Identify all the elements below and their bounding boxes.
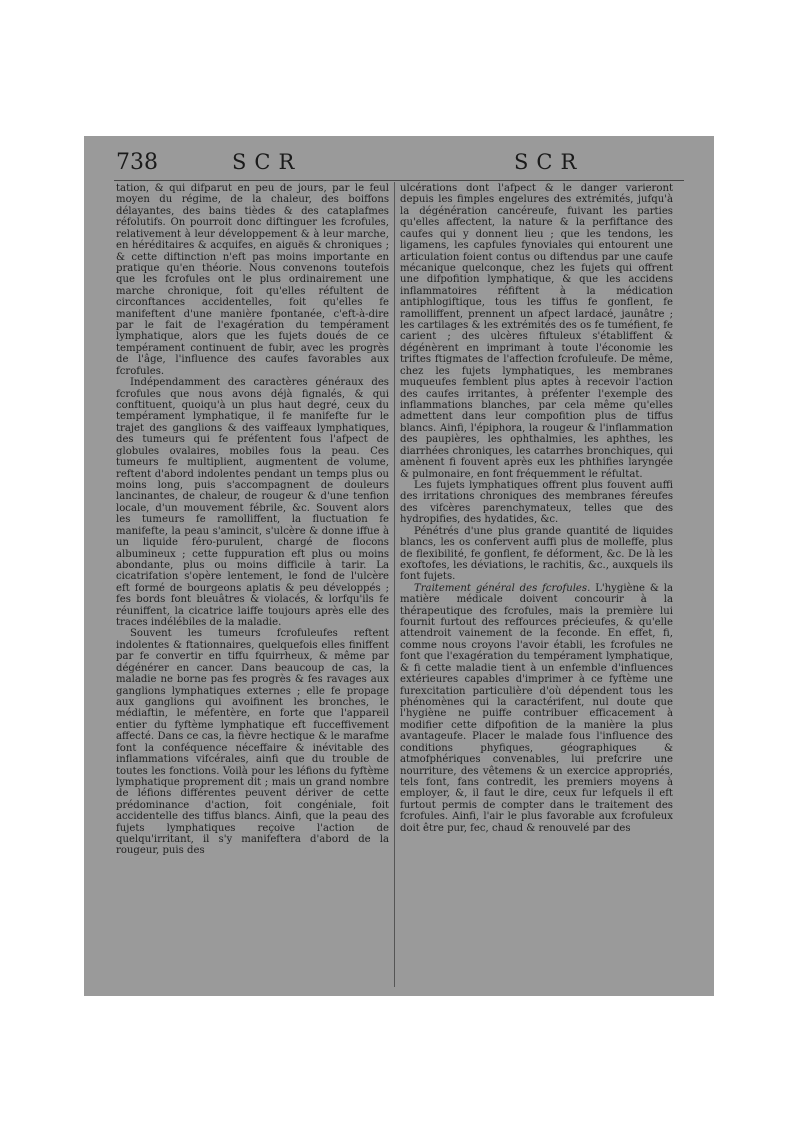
paragraph: tation, & qui difparut en peu de jours, par le feul moyen du régime, de la chaleur, des boiffons délayantes, des bains tièdes & des cataplafmes réfolutifs. On pourroit donc diftinguer les fcrofules, relativement à leur développement & à leur marche, en héréditaires & acquifes, en aiguës & chroniques ; & cette diftinction n'eft pas moins importante en pratique qu'en théorie. Nous convenons toutefois que les fcrofules ont le plus ordinairement une marche chronique, foit qu'elles réfultent de circonftances accidentelles, foit qu'elles fe manifeftent d'une manière fpontanée, c'eft-à-dire par le fait de l'exagération du tempérament lymphatique, alors que les fujets doués de ce tempérament continuent de fubir, avec les progrès de l'âge, l'influence des caufes favorables aux fcrofules. xyxy=(116,183,389,377)
treatment-paragraph xyxy=(400,583,673,834)
paragraph: ulcérations dont l'afpect & le danger varieront depuis les fimples engelures des extrémités, jufqu'à la dégénération cancéreufe, fuivant les parties qu'elles affectent, la nature & la perfiftance des caufes qui y donnent lieu ; que les tendons, les ligamens, les capfules fynoviales qui entourent une articulation foient contus ou diftendus par une caufe mécanique quelconque, chez les fujets qui offrent une difpofition lymphatique, & que les accidens inflammatoires réfiftent à la médication antiphlogiftique, tous les tiffus fe gonflent, fe ramolliffent, prennent un afpect lardacé, jaunâtre ; les cartilages & les extrémités des os fe tuméfient, fe carient ; des ulcères fiftuleux s'établiffent & dégénèrent en imprimant à toute l'économie les triftes ftigmates de l'affection fcrofuleufe. De même, chez les fujets lymphatiques, les membranes muqueufes femblent plus aptes à recevoir l'action des caufes irritantes, à préfenter l'exemple des inflammations blanches, par cela même qu'elles admettent dans leur compofition plus de tiffus blancs. Ainfi, l'épiphora, la rougeur & l'inflammation des paupières, les ophthalmies, les aphthes, les diarrhées chroniques, les catarrhes bronchiques, qui amènent fi fouvent après eux les phthifies laryngée & pulmonaire, en font fréquemment le réfultat. xyxy=(400,183,673,480)
page-header xyxy=(84,150,714,180)
paragraph: Les fujets lymphatiques offrent plus fouvent auffi des irritations chroniques des membranes féreufes des vifcères parenchymateux, telles que des hydropifies, des hydatides, &c. xyxy=(400,479,673,526)
running-head-right: SCR xyxy=(514,150,585,174)
paragraph: Pénétrés d'une plus grande quantité de liquides blancs, les os confervent auffi plus de molleffe, plus de flexibilité, fe gonflent, fe déforment, &c. De là les exoftofes, les déviations, le rachitis, &c., auxquels ils font fujets. xyxy=(400,525,673,583)
left-column xyxy=(116,183,389,857)
paragraph: Indépendamment des caractères généraux des fcrofules que nous avons déjà fignalés, & qui conftituent, quoiqu'à un plus haut degré, ceux du tempérament lymphatique, il fe manifefte fur le trajet des ganglions & des vaiffeaux lymphatiques, des tumeurs qui fe préfentent fous l'afpect de globules ovalaires, mobiles fous la peau. Ces tumeurs fe multiplient, augmentent de volume, reftent d'abord indolentes pendant un temps plus ou moins long, puis s'accompagnent de douleurs lancinantes, de chaleur, de rougeur & d'une tenfion locale, d'un mouvement fébrile, &c. Souvent alors les tumeurs fe ramolliffent, la fluctuation fe manifefte, la peau s'amincit, s'ulcère & donne iffue à un liquide féro-purulent, chargé de flocons albumineux ; cette fuppuration eft plus ou moins abondante, plus ou moins difficile à tarir. La cicatrifation s'opère lentement, le fond de l'ulcère eft formé de bourgeons aplatis & peu développés ; fes bords font bleuâtres & violacés, & lorfqu'ils fe réuniffent, la cicatrice laiffe toujours après elle des traces indélébiles de la maladie. xyxy=(116,377,389,629)
section-heading: Traitement général des fcrofules. xyxy=(414,582,591,594)
page-number: 738 xyxy=(116,150,158,175)
right-column xyxy=(400,183,673,834)
header-rule xyxy=(114,180,684,181)
scanned-page xyxy=(84,136,714,996)
running-head-left: SCR xyxy=(232,150,303,174)
treatment-text: L'hygiène & la matière médicale doivent concourir à la thérapeutique des fcrofules, mais la première lui fournit furtout des reffources précieufes, & qu'elle attendroit vainement de la feconde. En effet, fi, comme nous croyons l'avoir établi, les fcrofules ne font que l'exagération du tempérament lymphatique, & fi cette maladie tient à un enfemble d'influences extérieures capables d'imprimer à ce fyftème une furexcitation particulière d'où dépendent tous les phénomènes qui la caractérifent, nul doute que l'hygiène ne puiffe contribuer efficacement à modifier cette difpofition de la manière la plus avantageufe. Placer le malade fous l'influence des conditions phyfiques, géographiques & atmofphériques convenables, lui prefcrire une nourriture, des vêtemens & un exercice appropriés, tels font, fans contredit, les premiers moyens à employer, &, il faut le dire, ceux fur lefquels il eft furtout permis de compter dans le traitement des fcrofules. Ainfi, l'air le plus favorable aux fcrofuleux doit être pur, fec, chaud & renouvelé par des xyxy=(400,582,673,834)
column-divider xyxy=(394,182,395,987)
paragraph: Souvent les tumeurs fcrofuleufes reftent indolentes & ftationnaires, quelquefois elles finiffent par fe convertir en tiffu fquirrheux, & même par dégénérer en cancer. Dans beaucoup de cas, la maladie ne borne pas fes progrès & fes ravages aux ganglions lymphatiques externes ; elle fe propage aux ganglions qui avoifinent les bronches, le médiaftin, le méfentère, en forte que l'appareil entier du fyftème lymphatique eft fucceffivement affecté. Dans ce cas, la fièvre hectique & le marafme font la conféquence néceffaire & inévitable des inflammations vifcérales, ainfi que du trouble de toutes les fonctions. Voilà pour les léfions du fyftème lymphatique proprement dit ; mais un grand nombre de léfions différentes peuvent dériver de cette prédominance d'action, foit congéniale, foit accidentelle des tiffus blancs. Ainfi, que la peau des fujets lymphatiques reçoive l'action de quelqu'irritant, il s'y manifeftera d'abord de la rougeur, puis des xyxy=(116,628,389,857)
